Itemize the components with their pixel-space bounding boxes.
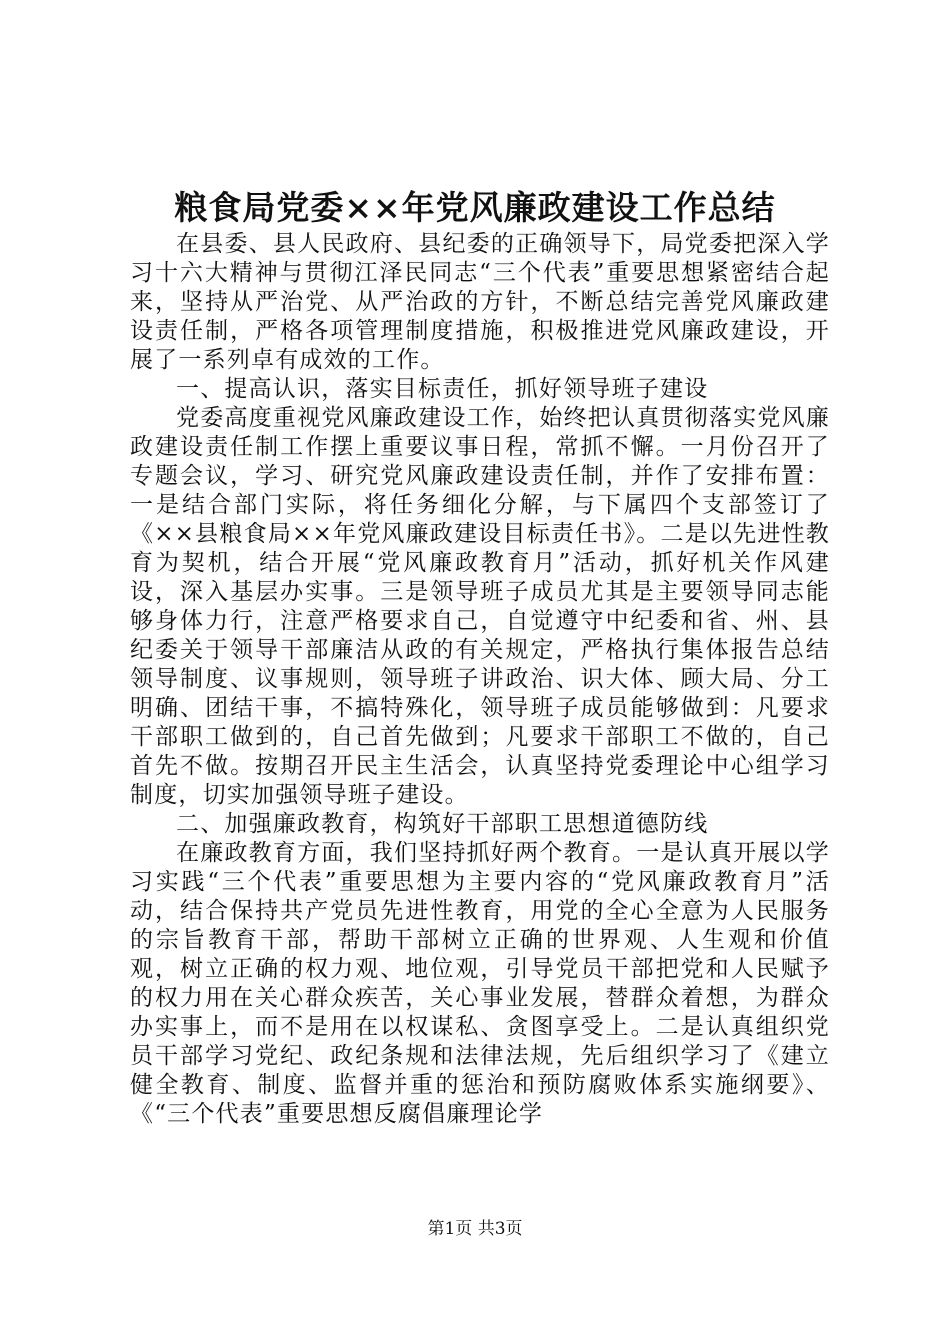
document-title: 粮食局党委××年党风廉政建设工作总结: [174, 188, 776, 227]
section-heading-1: 一、提高认识，落实目标责任，抓好领导班子建设: [176, 376, 709, 402]
intro-paragraph: 在县委、县人民政府、县纪委的正确领导下，局党委把深入学习十六大精神与贯彻江泽民同志“三个代表”重要思想紧密结合起来，坚持从严治党、从严治政的方针，不断总结完善党风廉政建设责任制，严格各项管理制度措施，积极推进党风廉政建设，开展了一系列卓有成效的工作。: [130, 231, 830, 373]
section-1-paragraph: 党委高度重视党风廉政建设工作，始终把认真贯彻落实党风廉政建设责任制工作摆上重要议事日程，常抓不懈。一月份召开了专题会议，学习、研究党风廉政建设责任制，并作了安排布置：一是结合部门实际，将任务细化分解，与下属四个支部签订了《××县粮食局××年党风廉政建设目标责任书》。二是以先进性教育为契机，结合开展“党风廉政教育月”活动，抓好机关作风建设，深入基层办实事。三是领导班子成员尤其是主要领导同志能够身体力行，注意严格要求自己，自觉遵守中纪委和省、州、县纪委关于领导干部廉洁从政的有关规定，严格执行集体报告总结领导制度、议事规则，领导班子讲政治、识大体、顾大局、分工明确、团结干事，不搞特殊化，领导班子成员能够做到：凡要求干部职工做到的，自己首先做到；凡要求干部职工不做的，自己首先不做。按期召开民主生活会，认真坚持党委理论中心组学习制度，切实加强领导班子建设。: [130, 405, 830, 808]
page-footer: 第1页 共3页: [427, 1219, 523, 1239]
document-body: [130, 230, 830, 1129]
section-heading-2: 二、加强廉政教育，构筑好干部职工思想道德防线: [176, 811, 709, 837]
section-2-paragraph: 在廉政教育方面，我们坚持抓好两个教育。一是认真开展以学习实践“三个代表”重要思想为主要内容的“党风廉政教育月”活动，结合保持共产党员先进性教育，用党的全心全意为人民服务的宗旨教育干部，帮助干部树立正确的世界观、人生观和价值观，树立正确的权力观、地位观，引导党员干部把党和人民赋予的权力用在关心群众疾苦，关心事业发展，替群众着想，为群众办实事上，而不是用在以权谋私、贪图享受上。二是认真组织党员干部学习党纪、政纪条规和法律法规，先后组织学习了《建立健全教育、制度、监督并重的惩治和预防腐败体系实施纲要》、《“三个代表”重要思想反腐倡廉理论学: [130, 840, 830, 1127]
